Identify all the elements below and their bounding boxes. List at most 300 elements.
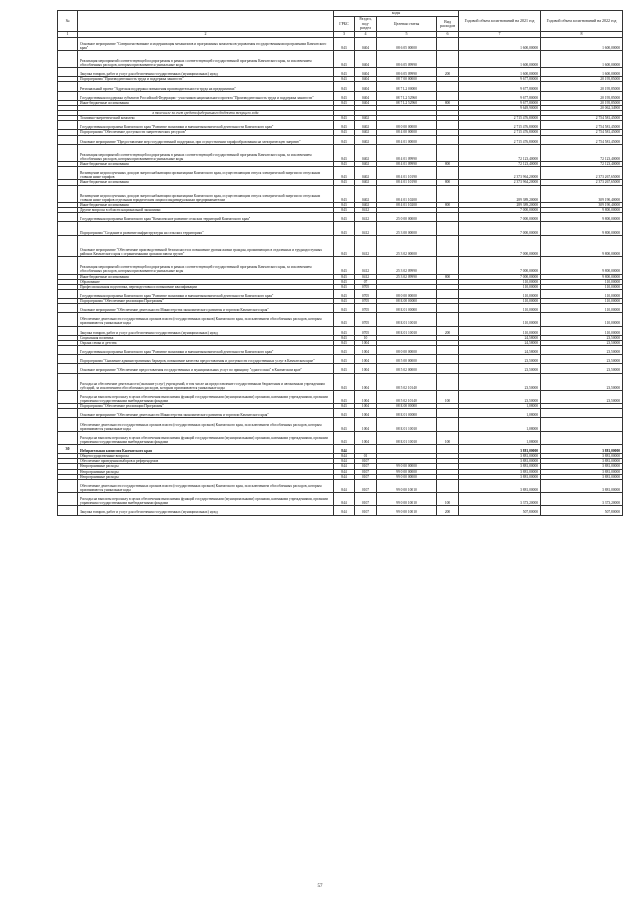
row-grbs: 843 bbox=[334, 82, 355, 91]
table-row bbox=[58, 345, 623, 354]
row-name: Расходы на выплаты персоналу в целях обеспечения выполнения функций государственными (муниципальными) органами, казенными учреждениями, органами управления государственными внебюджетными фондами bbox=[78, 390, 334, 403]
row-num bbox=[58, 82, 78, 91]
row-name: Обеспечение деятельности государственных органов власти (государственных органов) Камчатского края, за исключением обособленных расходов, которым присваиваются уникальные коды bbox=[78, 313, 334, 326]
row-vol2021: 7 000,00000 bbox=[459, 222, 541, 235]
row-section: 07 bbox=[355, 279, 377, 284]
row-grbs: 843 bbox=[334, 180, 355, 185]
row-section: 1004 bbox=[355, 404, 377, 409]
row-vol2021: 9 677,80000 bbox=[459, 91, 541, 100]
row-vol2021: 2 373 964,20000 bbox=[459, 180, 541, 185]
row-target: 25 3 00 00000 bbox=[377, 222, 437, 235]
row-section: 0404 bbox=[355, 50, 377, 67]
row-vol2022: 72 123,40000 bbox=[541, 162, 623, 167]
row-num bbox=[58, 257, 78, 274]
row-grbs: 843 bbox=[334, 144, 355, 161]
row-vol2021: 110,00000 bbox=[459, 298, 541, 303]
colnum-5: 5 bbox=[377, 32, 437, 38]
row-vol2022: 9 800,00000 bbox=[541, 208, 623, 213]
row-section: 0705 bbox=[355, 326, 377, 335]
row-vol2021: 2 715 476,80000 bbox=[459, 130, 541, 135]
colnum-1: 1 bbox=[58, 32, 78, 38]
table-row bbox=[58, 91, 623, 100]
row-section: 0404 bbox=[355, 100, 377, 105]
row-exptype bbox=[437, 91, 459, 100]
row-grbs: 843 bbox=[334, 91, 355, 100]
row-section: 0107 bbox=[355, 469, 377, 474]
header-num: № bbox=[58, 11, 78, 32]
table-row bbox=[58, 185, 623, 202]
row-section: 0412 bbox=[355, 257, 377, 274]
row-vol2022: 2 754 581,45000 bbox=[541, 116, 623, 121]
row-num bbox=[58, 289, 78, 298]
row-grbs: 843 bbox=[334, 345, 355, 354]
row-exptype bbox=[437, 135, 459, 144]
row-target: 25 0 00 00000 bbox=[377, 213, 437, 222]
row-section: 0402 bbox=[355, 130, 377, 135]
table-row bbox=[58, 213, 623, 222]
row-vol2022: 110,00000 bbox=[541, 279, 623, 284]
row-grbs: 843 bbox=[334, 167, 355, 180]
table-header bbox=[58, 11, 623, 38]
row-name: Основное мероприятие "Предоставление мер государственной поддержки, при осуществлении тарифообразования на электрическую энергию" bbox=[78, 135, 334, 144]
row-name: Расходы на обеспечение деятельности (оказание услуг) учреждений, в том числе на предоставление государственным бюджетным и автономным учреждениям субсидий, за исключением обособленных расходов, которым присваиваются уникальные коды bbox=[78, 373, 334, 390]
row-name: Реализация мероприятий соответствующей подпрограммы в рамках соответствующей государственной программы Камчатского края, за исключением обособленных расходов, которым присваиваются уникальные коды bbox=[78, 50, 334, 67]
row-vol2021: 7 000,00000 bbox=[459, 235, 541, 257]
row-exptype bbox=[437, 213, 459, 222]
row-vol2022: 9 800,00000 bbox=[541, 274, 623, 279]
table-row bbox=[58, 304, 623, 313]
row-exptype: 100 bbox=[437, 431, 459, 444]
page-number: 57 bbox=[317, 884, 323, 889]
row-name: Государственная программа Камчатского края "Развитие экономики и внешнеэкономической деятельности Камчатского края" bbox=[78, 121, 334, 130]
row-grbs: 843 bbox=[334, 121, 355, 130]
colnum-4: 4 bbox=[355, 32, 377, 38]
row-vol2022: 110,00000 bbox=[541, 313, 623, 326]
row-section: 0402 bbox=[355, 144, 377, 161]
row-vol2021: 23,50000 bbox=[459, 373, 541, 390]
header-vol2021: Годовой объем ассигнований на 2021 год bbox=[459, 11, 541, 32]
row-num bbox=[58, 479, 78, 492]
row-grbs: 844 bbox=[334, 479, 355, 492]
row-vol2022: 3 881,00000 bbox=[541, 479, 623, 492]
row-vol2021: 9 677,80000 bbox=[459, 82, 541, 91]
header-vol2022: Годовой объем ассигнований на 2022 год bbox=[541, 11, 623, 32]
row-section: 1004 bbox=[355, 409, 377, 418]
row-exptype: 800 bbox=[437, 100, 459, 105]
row-section: 0404 bbox=[355, 68, 377, 77]
table-row bbox=[58, 326, 623, 335]
row-grbs: 843 bbox=[334, 390, 355, 403]
header-codes: коды bbox=[334, 11, 459, 17]
row-target: 08 7 L2 52960 bbox=[377, 100, 437, 105]
row-num bbox=[58, 144, 78, 161]
row-vol2021: 3 881,00000 bbox=[459, 454, 541, 459]
row-section: 10 bbox=[355, 335, 377, 340]
row-name: Подпрограмма "Обеспечение реализации Программы" bbox=[78, 298, 334, 303]
table-row bbox=[58, 37, 623, 50]
row-name: Расходы на выплаты персоналу в целях обеспечения выполнения функций государственными (муниципальными) органами, казенными учреждениями, органами управления государственными внебюджетными фондами bbox=[78, 431, 334, 444]
row-name: Другие вопросы в области национальной экономики bbox=[78, 208, 334, 213]
row-exptype bbox=[437, 289, 459, 298]
row-exptype bbox=[437, 304, 459, 313]
row-grbs: 843 bbox=[334, 162, 355, 167]
row-vol2022: 9 800,00000 bbox=[541, 257, 623, 274]
row-vol2021: 110,00000 bbox=[459, 313, 541, 326]
row-exptype bbox=[437, 144, 459, 161]
row-grbs: 843 bbox=[334, 68, 355, 77]
row-name: Непрограммные расходы bbox=[78, 474, 334, 479]
row-grbs: 843 bbox=[334, 202, 355, 207]
row-num bbox=[58, 418, 78, 431]
row-exptype bbox=[437, 82, 459, 91]
row-section: 0412 bbox=[355, 208, 377, 213]
row-name: Обеспечение проведения выборов и референдумов bbox=[78, 459, 334, 464]
row-vol2021: 72 123,40000 bbox=[459, 144, 541, 161]
row-section: 0402 bbox=[355, 185, 377, 202]
row-vol2021: 7 000,00000 bbox=[459, 274, 541, 279]
row-target: 99 0 00 10010 bbox=[377, 479, 437, 492]
row-vol2021: 2 715 476,80000 bbox=[459, 121, 541, 130]
row-grbs: 843 bbox=[334, 274, 355, 279]
row-section: 0412 bbox=[355, 274, 377, 279]
table-row bbox=[58, 479, 623, 492]
row-vol2022: 20 195,85000 bbox=[541, 82, 623, 91]
row-vol2022: 2 373 267,65000 bbox=[541, 180, 623, 185]
row-grbs: 843 bbox=[334, 208, 355, 213]
row-name: Реализация мероприятий соответствующей подпрограммы в рамках соответствующей государственной программы Камчатского края, за исключением обособленных расходов, которым присваиваются уникальные коды bbox=[78, 257, 334, 274]
table-row bbox=[58, 506, 623, 515]
row-grbs: 843 bbox=[334, 373, 355, 390]
row-target: 08 7 00 00000 bbox=[377, 77, 437, 82]
row-exptype bbox=[437, 479, 459, 492]
row-vol2021: 1,08000 bbox=[459, 431, 541, 444]
row-vol2022 bbox=[541, 409, 623, 418]
row-target: 99 0 00 10010 bbox=[377, 506, 437, 515]
row-target: 99 0 00 10010 bbox=[377, 493, 437, 506]
table-row bbox=[58, 431, 623, 444]
row-grbs: 843 bbox=[334, 37, 355, 50]
row-vol2022: 20 062,34900 bbox=[541, 105, 623, 110]
row-vol2021: 110,00000 bbox=[459, 326, 541, 335]
row-grbs: 843 bbox=[334, 116, 355, 121]
row-section: 0412 bbox=[355, 235, 377, 257]
header-exptype: Вид расходов bbox=[437, 17, 459, 32]
row-name: Топливно-энергетический комплекс bbox=[78, 116, 334, 121]
budget-table-page bbox=[57, 10, 622, 516]
colnum-7: 7 bbox=[459, 32, 541, 38]
row-name: Основное мероприятие "Совершенствование и модернизация механизмов и программных комплексов управления государственными программами Камчатского края" bbox=[78, 37, 334, 50]
row-grbs: 843 bbox=[334, 50, 355, 67]
table-row bbox=[58, 50, 623, 67]
row-section: 0107 bbox=[355, 493, 377, 506]
row-vol2022 bbox=[541, 418, 623, 431]
row-section: 1004 bbox=[355, 431, 377, 444]
row-num bbox=[58, 431, 78, 444]
row-name: Подпрограмма "Обеспечение доступности энергетических ресурсов" bbox=[78, 130, 334, 135]
row-vol2021: 1,08000 bbox=[459, 404, 541, 409]
row-section: 1004 bbox=[355, 418, 377, 431]
row-vol2021: 24,58000 bbox=[459, 340, 541, 345]
row-name: Расходы на выплаты персоналу в целях обеспечения выполнения функций государственными (муниципальными) органами, казенными учреждениями, органами управления государственными внебюджетными фондами bbox=[78, 493, 334, 506]
row-exptype: 100 bbox=[437, 493, 459, 506]
row-target: 08 5 00 00000 bbox=[377, 355, 437, 364]
row-vol2021: 1 600,00000 bbox=[459, 50, 541, 67]
row-target: 99 0 00 00000 bbox=[377, 464, 437, 469]
table-row bbox=[58, 121, 623, 130]
row-vol2022: 20 195,85000 bbox=[541, 77, 623, 82]
row-num bbox=[58, 91, 78, 100]
row-grbs: 844 bbox=[334, 464, 355, 469]
row-target: 08 Б 01 10010 bbox=[377, 431, 437, 444]
row-vol2021: 23,50000 bbox=[459, 355, 541, 364]
row-grbs: 843 bbox=[334, 77, 355, 82]
row-target: 08 7 L2 00000 bbox=[377, 82, 437, 91]
row-section: 0107 bbox=[355, 459, 377, 464]
row-section: 0404 bbox=[355, 91, 377, 100]
row-exptype bbox=[437, 222, 459, 235]
row-vol2022: 507,80000 bbox=[541, 506, 623, 515]
colnum-8: 8 bbox=[541, 32, 623, 38]
row-target: 25 3 02 09990 bbox=[377, 274, 437, 279]
row-num bbox=[58, 213, 78, 222]
row-target: 08 4 01 00000 bbox=[377, 135, 437, 144]
row-grbs: 843 bbox=[334, 135, 355, 144]
table-row bbox=[58, 135, 623, 144]
table-row bbox=[58, 82, 623, 91]
row-grbs: 844 bbox=[334, 459, 355, 464]
row-vol2022: 3 881,00000 bbox=[541, 445, 623, 454]
row-section: 1004 bbox=[355, 373, 377, 390]
row-name: Реализация мероприятий соответствующей подпрограммы в рамках соответствующей государственной программы Камчатского края, за исключением обособленных расходов, которым присваиваются уникальные коды bbox=[78, 144, 334, 161]
row-vol2021: 289 389,20000 bbox=[459, 202, 541, 207]
row-name: Основное мероприятие "Обеспечение производственной безопасности и повышение уровня жизни граждан, проживающих в отдаленных и труднодоступных районах Камчатского края с ограниченными сроками завоза грузов" bbox=[78, 235, 334, 257]
row-vol2022: 23,50000 bbox=[541, 345, 623, 354]
row-vol2022: 2 754 581,45000 bbox=[541, 135, 623, 144]
row-grbs: 843 bbox=[334, 340, 355, 345]
row-section: 1004 bbox=[355, 345, 377, 354]
row-target: 08 6 05 09990 bbox=[377, 68, 437, 77]
row-num bbox=[58, 345, 78, 354]
row-num bbox=[58, 409, 78, 418]
row-target: 08 4 01 10200 bbox=[377, 185, 437, 202]
header-section: Раздел, под-раздел bbox=[355, 17, 377, 32]
row-vol2021: 2 715 476,80000 bbox=[459, 116, 541, 121]
row-vol2022: 3 881,00000 bbox=[541, 454, 623, 459]
row-target: 08 5 02 00000 bbox=[377, 364, 437, 373]
row-num bbox=[58, 135, 78, 144]
row-grbs: 843 bbox=[334, 235, 355, 257]
row-name: Закупка товаров, работ и услуг для обеспечения государственных (муниципальных) нужд bbox=[78, 506, 334, 515]
row-grbs: 843 bbox=[334, 185, 355, 202]
row-grbs: 843 bbox=[334, 364, 355, 373]
row-grbs: 843 bbox=[334, 355, 355, 364]
row-vol2021: 507,80000 bbox=[459, 506, 541, 515]
row-vol2022: 23,50000 bbox=[541, 340, 623, 345]
row-section bbox=[355, 445, 377, 454]
header-name bbox=[78, 11, 334, 32]
row-target: 08 4 01 10190 bbox=[377, 167, 437, 180]
row-num bbox=[58, 50, 78, 67]
row-name: Закупка товаров, работ и услуг для обеспечения государственных (муниципальных) нужд bbox=[78, 326, 334, 335]
row-num bbox=[58, 167, 78, 180]
row-vol2021: 9 677,80000 bbox=[459, 100, 541, 105]
row-vol2022: 2 754 581,45000 bbox=[541, 130, 623, 135]
row-vol2022: 110,00000 bbox=[541, 298, 623, 303]
row-vol2021: 1,08000 bbox=[459, 418, 541, 431]
row-section: 0404 bbox=[355, 37, 377, 50]
row-name: Подпрограмма "Снижение административных барьеров, повышение качества предоставления и доступности государственных услуг в Камчатском крае" bbox=[78, 355, 334, 364]
row-vol2021: 3 373,20000 bbox=[459, 493, 541, 506]
row-section: 0107 bbox=[355, 474, 377, 479]
row-exptype: 200 bbox=[437, 506, 459, 515]
row-vol2022: 20 195,85000 bbox=[541, 91, 623, 100]
row-num bbox=[58, 364, 78, 373]
row-name: Непрограммные расходы bbox=[78, 469, 334, 474]
row-section: 0705 bbox=[355, 298, 377, 303]
table-row bbox=[58, 68, 623, 77]
table-row bbox=[58, 493, 623, 506]
row-name: Подпрограмма "Обеспечение реализации Программы" bbox=[78, 404, 334, 409]
row-name: Основное мероприятие "Обеспечение предоставления государственных и муниципальных услуг по принципу "одного окна" в Камчатском крае" bbox=[78, 364, 334, 373]
row-target: 08 Б 01 10010 bbox=[377, 326, 437, 335]
row-exptype bbox=[437, 121, 459, 130]
row-exptype bbox=[437, 409, 459, 418]
row-name: Обеспечение деятельности государственных органов власти (государственных органов) Камчатского края, за исключением обособленных расходов, которым присваиваются уникальные коды bbox=[78, 418, 334, 431]
row-vol2022: 23,50000 bbox=[541, 364, 623, 373]
row-section: 0404 bbox=[355, 82, 377, 91]
row-vol2021: 3 881,00000 bbox=[459, 445, 541, 454]
row-grbs: 843 bbox=[334, 409, 355, 418]
table-row bbox=[58, 445, 623, 454]
row-name: Возмещение недополученных доходов энергоснабжающим организациям Камчатского края, осуществляющим отпуск электрической энергии по отпускным ставкам ниже тарифов bbox=[78, 167, 334, 180]
row-target: 08 7 L2 52960 bbox=[377, 91, 437, 100]
row-target: 08 0 00 00000 bbox=[377, 345, 437, 354]
row-vol2022: 9 800,00000 bbox=[541, 213, 623, 222]
row-vol2021: 72 123,40000 bbox=[459, 162, 541, 167]
row-vol2022: 2 754 581,45000 bbox=[541, 121, 623, 130]
row-exptype bbox=[437, 257, 459, 274]
row-target: 25 3 02 00000 bbox=[377, 235, 437, 257]
row-exptype bbox=[437, 235, 459, 257]
row-vol2022: 23,50000 bbox=[541, 335, 623, 340]
row-vol2022: 110,00000 bbox=[541, 326, 623, 335]
row-section: 0705 bbox=[355, 284, 377, 289]
row-vol2021: 7 000,00000 bbox=[459, 213, 541, 222]
row-vol2022: 1 600,00000 bbox=[541, 50, 623, 67]
row-vol2021: 110,00000 bbox=[459, 279, 541, 284]
row-num bbox=[58, 235, 78, 257]
row-vol2021: 1 600,00000 bbox=[459, 68, 541, 77]
row-name: Государственная программа Камчатского края "Комплексное развитие сельских территорий Камчатского края" bbox=[78, 213, 334, 222]
row-target: 08 Б 01 00000 bbox=[377, 304, 437, 313]
row-exptype bbox=[437, 185, 459, 202]
row-vol2021: 110,00000 bbox=[459, 289, 541, 298]
row-vol2021: 110,00000 bbox=[459, 284, 541, 289]
row-vol2022: 1 600,00000 bbox=[541, 37, 623, 50]
row-vol2021: 3 881,00000 bbox=[459, 464, 541, 469]
row-name: Иные бюджетные ассигнования bbox=[78, 202, 334, 207]
table-body bbox=[58, 37, 623, 515]
row-target: 99 0 00 00000 bbox=[377, 474, 437, 479]
row-section: 0402 bbox=[355, 180, 377, 185]
row-section: 0412 bbox=[355, 222, 377, 235]
row-grbs: 843 bbox=[334, 326, 355, 335]
row-target: 99 0 00 00000 bbox=[377, 469, 437, 474]
table-row bbox=[58, 364, 623, 373]
budget-table bbox=[57, 10, 623, 516]
table-row bbox=[58, 144, 623, 161]
row-name: Основное мероприятие "Обеспечение деятельности Министерства экономического развития и торговли Камчатского края" bbox=[78, 409, 334, 418]
row-exptype: 800 bbox=[437, 274, 459, 279]
row-section: 0705 bbox=[355, 289, 377, 298]
row-vol2021: 24,58000 bbox=[459, 345, 541, 354]
row-name: Региональный проект "Адресная поддержка повышения производительности труда на предприятиях" bbox=[78, 82, 334, 91]
table-row bbox=[58, 222, 623, 235]
row-name: Профессиональная подготовка, переподготовка и повышение квалификации bbox=[78, 284, 334, 289]
row-name: Основное мероприятие "Обеспечение деятельности Министерства экономического развития и торговли Камчатского края" bbox=[78, 304, 334, 313]
row-vol2021: 3 881,00000 bbox=[459, 479, 541, 492]
row-num bbox=[58, 304, 78, 313]
row-num bbox=[58, 390, 78, 403]
row-name: Избирательная комиссия Камчатского края bbox=[78, 445, 334, 454]
row-name: Социальная политика bbox=[78, 335, 334, 340]
row-section: 0107 bbox=[355, 464, 377, 469]
row-vol2021: 2 715 476,80000 bbox=[459, 135, 541, 144]
row-exptype bbox=[437, 445, 459, 454]
row-vol2022: 9 800,00000 bbox=[541, 235, 623, 257]
row-name: в том числе за счет средств федерального бюджета текущего года bbox=[78, 111, 334, 116]
table-row bbox=[58, 257, 623, 274]
row-num: 30 bbox=[58, 445, 78, 454]
row-grbs: 843 bbox=[334, 100, 355, 105]
row-grbs: 844 bbox=[334, 506, 355, 515]
row-name: Возмещение недополученных доходов энергоснабжающим организациям Камчатского края, осуществляющим отпуск электрической энергии по отпускным ставкам ниже тарифов отдельным юридическим лицам и индивидуальным предпринимателям bbox=[78, 185, 334, 202]
row-section: 1004 bbox=[355, 390, 377, 403]
row-num bbox=[58, 493, 78, 506]
row-vol2022: 20 195,85000 bbox=[541, 100, 623, 105]
row-section: 0412 bbox=[355, 213, 377, 222]
row-grbs: 843 bbox=[334, 222, 355, 235]
row-grbs: 844 bbox=[334, 469, 355, 474]
row-vol2021: 9 677,80000 bbox=[459, 77, 541, 82]
row-section: 0402 bbox=[355, 202, 377, 207]
row-exptype: 100 bbox=[437, 390, 459, 403]
row-exptype bbox=[437, 355, 459, 364]
row-target: 08 0 00 00000 bbox=[377, 289, 437, 298]
row-grbs: 843 bbox=[334, 313, 355, 326]
row-section: 0402 bbox=[355, 116, 377, 121]
row-name: Подпрограмма "Создание и развитие инфраструктуры на сельских территориях" bbox=[78, 222, 334, 235]
row-vol2022: 9 800,00000 bbox=[541, 222, 623, 235]
row-exptype bbox=[437, 313, 459, 326]
table-row bbox=[58, 373, 623, 390]
row-exptype bbox=[437, 418, 459, 431]
row-name: Государственная программа Камчатского края "Развитие экономики и внешнеэкономической деятельности Камчатского края" bbox=[78, 289, 334, 298]
row-exptype bbox=[437, 50, 459, 67]
row-section: 1004 bbox=[355, 355, 377, 364]
row-section: 0402 bbox=[355, 121, 377, 130]
row-target: 08 6 05 09990 bbox=[377, 50, 437, 67]
row-name: Иные бюджетные ассигнования bbox=[78, 162, 334, 167]
row-target: 08 Б 01 10010 bbox=[377, 418, 437, 431]
row-name: Государственная поддержка субъектов Российской Федерации - участников национального проекта "Производительность труда и поддержка занятости" bbox=[78, 91, 334, 100]
row-vol2022: 309 190,40000 bbox=[541, 185, 623, 202]
row-grbs: 843 bbox=[334, 298, 355, 303]
row-num bbox=[58, 355, 78, 364]
row-vol2021: 23,50000 bbox=[459, 390, 541, 403]
row-exptype bbox=[437, 364, 459, 373]
row-name: Образование bbox=[78, 279, 334, 284]
